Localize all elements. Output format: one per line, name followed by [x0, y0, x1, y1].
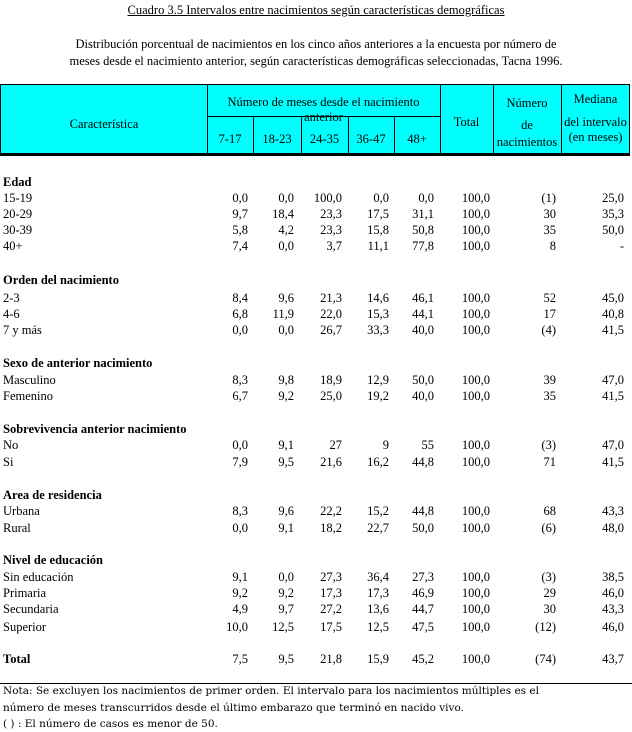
section-title: Sexo de anterior nacimiento: [3, 356, 153, 370]
cell-value: 40,0: [412, 389, 434, 403]
cell-value: 25,0: [602, 191, 624, 205]
cell-value: 77,8: [412, 239, 434, 253]
cell-value: 9,2: [278, 389, 294, 403]
header-mediana-2: del intervalo: [564, 115, 627, 129]
cell-value: (74): [535, 652, 556, 666]
cell-value: 0,0: [278, 570, 294, 584]
table-row: [0, 372, 632, 388]
cell-value: 100,0: [461, 223, 490, 237]
cell-value: 36,4: [367, 570, 389, 584]
cell-value: 50,8: [412, 223, 434, 237]
row-label: Primaria: [3, 586, 47, 600]
cell-value: 100,0: [461, 586, 490, 600]
cell-value: 18,2: [320, 521, 342, 535]
subtitle-line-1: Distribución porcentual de nacimientos en los cinco años anteriores a la encuesta por número de: [75, 37, 557, 51]
header-numero-2: de: [521, 118, 533, 132]
subtitle-line-2: meses desde el nacimiento anterior, según características demográficas seleccionadas, Tacna 1996.: [69, 54, 563, 68]
row-label: Rural: [3, 521, 31, 535]
row-label: Masculino: [3, 373, 56, 387]
cell-value: 21,8: [320, 652, 342, 666]
cell-value: 27,2: [320, 602, 342, 616]
cell-value: -: [619, 239, 624, 253]
table-row: [0, 322, 632, 338]
note-line-2: número de meses transcurridos desde el último embarazo que terminó en nacido vivo.: [3, 702, 464, 714]
header-m1: 7-17: [218, 132, 242, 146]
row-label: Superior: [3, 620, 47, 634]
cell-value: 11,1: [367, 239, 389, 253]
row-label: 2-3: [3, 291, 20, 305]
cell-value: (4): [541, 323, 556, 337]
section-header: [0, 421, 632, 437]
cell-value: 17,5: [320, 620, 342, 634]
cell-value: 31,1: [412, 207, 434, 221]
cell-value: 100,0: [461, 291, 490, 305]
cell-value: 100,0: [461, 602, 490, 616]
cell-value: 9,7: [278, 602, 294, 616]
cell-value: 26,7: [320, 323, 342, 337]
row-label: 20-29: [3, 207, 33, 221]
cell-value: 46,1: [412, 291, 434, 305]
cell-value: 100,0: [461, 652, 490, 666]
table-row: [0, 437, 632, 453]
cell-value: 47,5: [412, 620, 434, 634]
cell-value: 9,2: [278, 586, 294, 600]
table-header: [0, 84, 630, 154]
cell-value: 39: [543, 373, 556, 387]
cell-value: 7,4: [232, 239, 248, 253]
cell-value: 0,0: [278, 191, 294, 205]
table-row: [0, 503, 632, 519]
cell-value: 27,3: [320, 570, 342, 584]
cell-value: 27,3: [412, 570, 434, 584]
row-label: Femenino: [3, 389, 53, 403]
cell-value: 18,4: [272, 207, 294, 221]
cell-value: 0,0: [232, 438, 248, 452]
cell-value: 46,0: [602, 620, 624, 634]
cell-value: 29: [543, 586, 556, 600]
row-label: 30-39: [3, 223, 33, 237]
cell-value: 100,0: [461, 307, 490, 321]
header-total: Total: [453, 115, 480, 129]
cell-value: 17,3: [367, 586, 389, 600]
row-label: Sin educación: [3, 570, 74, 584]
cell-value: 16,2: [367, 455, 389, 469]
header-rule: [0, 154, 630, 156]
table-row: [0, 222, 632, 238]
cell-value: 9: [382, 438, 389, 452]
cell-value: 35: [543, 389, 556, 403]
cell-value: (12): [535, 620, 556, 634]
cell-value: 18,9: [320, 373, 342, 387]
cell-value: 8: [549, 239, 556, 253]
cell-value: 8,3: [232, 373, 248, 387]
header-meses-group: Número de meses desde el nacimiento anterior: [227, 95, 420, 124]
cell-value: 41,5: [602, 455, 624, 469]
row-label: Secundaria: [3, 602, 59, 616]
cell-value: 44,8: [412, 504, 434, 518]
cell-value: 100,0: [461, 455, 490, 469]
cell-value: 9,1: [232, 570, 248, 584]
cell-value: 0,0: [232, 323, 248, 337]
cell-value: 33,3: [367, 323, 389, 337]
cell-value: 12,5: [367, 620, 389, 634]
header-m4: 36-47: [356, 132, 386, 146]
cell-value: 100,0: [461, 504, 490, 518]
note-line-1: Nota: Se excluyen los nacimientos de primer orden. El intervalo para los nacimientos múltiples es el: [3, 685, 539, 697]
row-label: Urbana: [3, 504, 40, 518]
table-subtitle: [0, 36, 632, 70]
section-header: [0, 487, 632, 503]
cell-value: 100,0: [313, 191, 342, 205]
cell-value: 7,5: [232, 652, 248, 666]
section-title: Sobrevivencia anterior nacimiento: [3, 422, 187, 436]
header-m2: 18-23: [262, 132, 292, 146]
section-header: [0, 355, 632, 371]
section-title: Orden del nacimiento: [3, 273, 119, 287]
cell-value: 30: [543, 602, 556, 616]
cell-value: 15,9: [367, 652, 389, 666]
cell-value: 100,0: [461, 570, 490, 584]
cell-value: 13,6: [367, 602, 389, 616]
cell-value: 6,7: [232, 389, 248, 403]
cell-value: 50,0: [412, 521, 434, 535]
table-title: Cuadro 3.5 Intervalos entre nacimientos según características demográficas: [127, 3, 505, 17]
section-title: Edad: [3, 175, 32, 189]
table-row: [0, 306, 632, 322]
cell-value: (3): [541, 438, 556, 452]
cell-value: 100,0: [461, 323, 490, 337]
cell-value: 52: [543, 291, 556, 305]
cell-value: 25,0: [320, 389, 342, 403]
table-row: [0, 619, 632, 635]
cell-value: 9,5: [278, 652, 294, 666]
cell-value: 27: [329, 438, 342, 452]
cell-value: 9,6: [278, 291, 294, 305]
cell-value: 3,7: [326, 239, 342, 253]
cell-value: 4,2: [278, 223, 294, 237]
cell-value: 55: [421, 438, 434, 452]
row-label: 4-6: [3, 307, 20, 321]
cell-value: 45,2: [412, 652, 434, 666]
cell-value: 23,3: [320, 207, 342, 221]
cell-value: 100,0: [461, 207, 490, 221]
section-header: [0, 272, 632, 288]
cell-value: 9,2: [232, 586, 248, 600]
cell-value: 41,5: [602, 323, 624, 337]
cell-value: 9,8: [278, 373, 294, 387]
cell-value: 12,5: [272, 620, 294, 634]
cell-value: 9,7: [232, 207, 248, 221]
cell-value: 30: [543, 207, 556, 221]
table-row: [0, 454, 632, 470]
section-title: Total: [3, 652, 31, 666]
cell-value: 14,6: [367, 291, 389, 305]
cell-value: 40,8: [602, 307, 624, 321]
cell-value: 100,0: [461, 373, 490, 387]
cell-value: (1): [541, 191, 556, 205]
row-label: 15-19: [3, 191, 33, 205]
cell-value: 71: [543, 455, 556, 469]
cell-value: 8,3: [232, 504, 248, 518]
cell-value: 15,3: [367, 307, 389, 321]
cell-value: 40,0: [412, 323, 434, 337]
cell-value: 9,6: [278, 504, 294, 518]
cell-value: 43,3: [602, 504, 624, 518]
table-row: [0, 206, 632, 222]
notes-rule: [0, 683, 632, 684]
cell-value: 44,1: [412, 307, 434, 321]
cell-value: 43,7: [602, 652, 624, 666]
table-row: [0, 290, 632, 306]
cell-value: 46,9: [412, 586, 434, 600]
cell-value: 22,2: [320, 504, 342, 518]
cell-value: 22,0: [320, 307, 342, 321]
cell-value: 17: [543, 307, 556, 321]
table-row: [0, 585, 632, 601]
cell-value: 9,1: [278, 438, 294, 452]
section-header: [0, 552, 632, 568]
table-row: [0, 190, 632, 206]
cell-value: 15,2: [367, 504, 389, 518]
cell-value: 19,2: [367, 389, 389, 403]
cell-value: 50,0: [602, 223, 624, 237]
cell-value: 48,0: [602, 521, 624, 535]
cell-value: 22,7: [367, 521, 389, 535]
cell-value: 47,0: [602, 438, 624, 452]
table-row: [0, 520, 632, 536]
cell-value: 100,0: [461, 521, 490, 535]
cell-value: 45,0: [602, 291, 624, 305]
note-line-3: ( ) : El número de casos es menor de 50.: [3, 718, 218, 730]
header-mediana-1: Mediana: [573, 92, 618, 106]
cell-value: 100,0: [461, 620, 490, 634]
cell-value: 8,4: [232, 291, 248, 305]
cell-value: 0,0: [278, 323, 294, 337]
cell-value: 100,0: [461, 438, 490, 452]
cell-value: 43,3: [602, 602, 624, 616]
header-numero-1: Número: [506, 96, 548, 110]
cell-value: 6,8: [232, 307, 248, 321]
header-m3: 24-35: [309, 132, 340, 146]
table-row: [0, 569, 632, 585]
cell-value: 50,0: [412, 373, 434, 387]
cell-value: 0,0: [232, 521, 248, 535]
section-title: Area de residencia: [3, 488, 102, 502]
cell-value: 0,0: [373, 191, 389, 205]
cell-value: 100,0: [461, 191, 490, 205]
row-label: No: [3, 438, 19, 452]
cell-value: 10,0: [226, 620, 248, 634]
table-row: [0, 388, 632, 404]
cell-value: 11,9: [272, 307, 294, 321]
section-title: Nivel de educación: [3, 553, 103, 567]
table-row: [0, 238, 632, 254]
cell-value: 21,3: [320, 291, 342, 305]
row-label: 40+: [3, 239, 23, 253]
table-row: [0, 601, 632, 617]
header-numero-3: nacimientos: [496, 135, 558, 149]
cell-value: 35: [543, 223, 556, 237]
row-label: 7 y más: [3, 323, 42, 337]
cell-value: 9,5: [278, 455, 294, 469]
cell-value: 44,8: [412, 455, 434, 469]
cell-value: 38,5: [602, 570, 624, 584]
cell-value: 0,0: [278, 239, 294, 253]
header-mediana-3: (en meses): [568, 130, 623, 144]
cell-value: 17,5: [367, 207, 389, 221]
cell-value: 17,3: [320, 586, 342, 600]
section-header: [0, 174, 632, 190]
cell-value: (3): [541, 570, 556, 584]
header-caracteristica: Característica: [69, 117, 139, 131]
cell-value: 100,0: [461, 239, 490, 253]
cell-value: 47,0: [602, 373, 624, 387]
cell-value: 7,9: [232, 455, 248, 469]
cell-value: 5,8: [232, 223, 248, 237]
cell-value: 23,3: [320, 223, 342, 237]
cell-value: 21,6: [320, 455, 342, 469]
cell-value: 68: [543, 504, 556, 518]
cell-value: 100,0: [461, 389, 490, 403]
header-m5: 48+: [407, 132, 427, 146]
cell-value: 0,0: [232, 191, 248, 205]
cell-value: (6): [541, 521, 556, 535]
cell-value: 35,3: [602, 207, 624, 221]
cell-value: 46,0: [602, 586, 624, 600]
cell-value: 41,5: [602, 389, 624, 403]
cell-value: 0,0: [418, 191, 434, 205]
cell-value: 4,9: [232, 602, 248, 616]
cell-value: 9,1: [278, 521, 294, 535]
section-header: [0, 651, 632, 667]
cell-value: 44,7: [412, 602, 434, 616]
row-label: Si: [3, 455, 14, 469]
cell-value: 12,9: [367, 373, 389, 387]
cell-value: 15,8: [367, 223, 389, 237]
